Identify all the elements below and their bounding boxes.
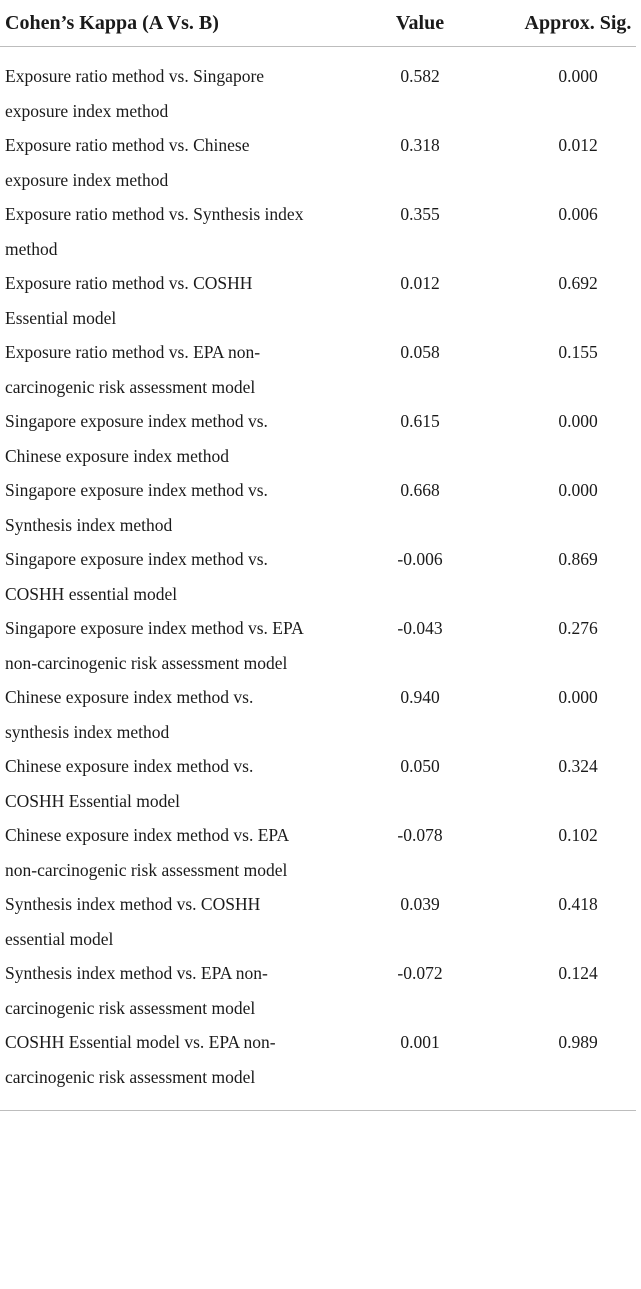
table-row xyxy=(0,956,636,1025)
comparison-cell: Singapore exposure index method vs. Synthesis index method xyxy=(5,480,268,535)
table-row xyxy=(0,749,636,818)
table-row xyxy=(0,128,636,197)
value-cell: 0.318 xyxy=(400,135,440,155)
sig-cell: 0.006 xyxy=(558,204,598,224)
sig-cell: 0.000 xyxy=(558,480,598,500)
sig-cell: 0.000 xyxy=(558,66,598,86)
table-row xyxy=(0,680,636,749)
table-row xyxy=(0,818,636,887)
comparison-cell: Exposure ratio method vs. Singapore exposure index method xyxy=(5,66,265,121)
table-row xyxy=(0,473,636,542)
sig-cell: 0.989 xyxy=(558,1032,598,1052)
value-cell: 0.058 xyxy=(400,342,440,362)
table-row xyxy=(0,1025,636,1111)
value-cell: -0.043 xyxy=(397,618,443,638)
comparison-cell: COSHH Essential model vs. EPA non-carcinogenic risk assessment model xyxy=(5,1032,276,1087)
comparison-cell: Exposure ratio method vs. Synthesis index method xyxy=(5,204,304,259)
table-row xyxy=(0,887,636,956)
comparison-cell: Singapore exposure index method vs. Chinese exposure index method xyxy=(5,411,268,466)
table-row xyxy=(0,404,636,473)
table-row xyxy=(0,611,636,680)
table-row xyxy=(0,197,636,266)
sig-cell: 0.692 xyxy=(558,273,598,293)
header-approx-sig: Approx. Sig. xyxy=(470,0,636,47)
table-row xyxy=(0,542,636,611)
sig-cell: 0.155 xyxy=(558,342,598,362)
comparison-cell: Exposure ratio method vs. COSHH Essential model xyxy=(5,273,253,328)
sig-cell: 0.012 xyxy=(558,135,598,155)
value-cell: 0.615 xyxy=(400,411,440,431)
value-cell: -0.078 xyxy=(397,825,443,845)
sig-cell: 0.000 xyxy=(558,687,598,707)
sig-cell: 0.276 xyxy=(558,618,598,638)
comparison-cell: Exposure ratio method vs. EPA non-carcinogenic risk assessment model xyxy=(5,342,261,397)
header-value: Value xyxy=(330,0,470,47)
value-cell: 0.050 xyxy=(400,756,440,776)
comparison-cell: Chinese exposure index method vs. synthesis index method xyxy=(5,687,254,742)
header-comparison: Cohen’s Kappa (A Vs. B) xyxy=(0,0,330,47)
comparison-cell: Chinese exposure index method vs. EPA non-carcinogenic risk assessment model xyxy=(5,825,289,880)
sig-cell: 0.418 xyxy=(558,894,598,914)
table-body xyxy=(0,47,636,1111)
value-cell: 0.582 xyxy=(400,66,440,86)
comparison-cell: Exposure ratio method vs. Chinese exposure index method xyxy=(5,135,250,190)
sig-cell: 0.102 xyxy=(558,825,598,845)
comparison-cell: Synthesis index method vs. COSHH essential model xyxy=(5,894,261,949)
sig-cell: 0.124 xyxy=(558,963,598,983)
sig-cell: 0.324 xyxy=(558,756,598,776)
table-row xyxy=(0,47,636,129)
value-cell: 0.355 xyxy=(400,204,440,224)
comparison-cell: Singapore exposure index method vs. EPA non-carcinogenic risk assessment model xyxy=(5,618,303,673)
value-cell: 0.001 xyxy=(400,1032,440,1052)
sig-cell: 0.869 xyxy=(558,549,598,569)
comparison-cell: Synthesis index method vs. EPA non-carcinogenic risk assessment model xyxy=(5,963,268,1018)
value-cell: 0.940 xyxy=(400,687,440,707)
comparison-cell: Singapore exposure index method vs. COSHH essential model xyxy=(5,549,268,604)
table-row xyxy=(0,335,636,404)
footer-row xyxy=(0,1111,636,1112)
sig-cell: 0.000 xyxy=(558,411,598,431)
value-cell: -0.006 xyxy=(397,549,443,569)
table-header xyxy=(0,0,636,47)
value-cell: 0.039 xyxy=(400,894,440,914)
table-footer-rule xyxy=(0,1111,636,1112)
value-cell: -0.072 xyxy=(397,963,443,983)
value-cell: 0.668 xyxy=(400,480,440,500)
header-row xyxy=(0,0,636,47)
bottom-divider xyxy=(0,1111,636,1112)
comparison-cell: Chinese exposure index method vs. COSHH Essential model xyxy=(5,756,254,811)
value-cell: 0.012 xyxy=(400,273,440,293)
table-row xyxy=(0,266,636,335)
